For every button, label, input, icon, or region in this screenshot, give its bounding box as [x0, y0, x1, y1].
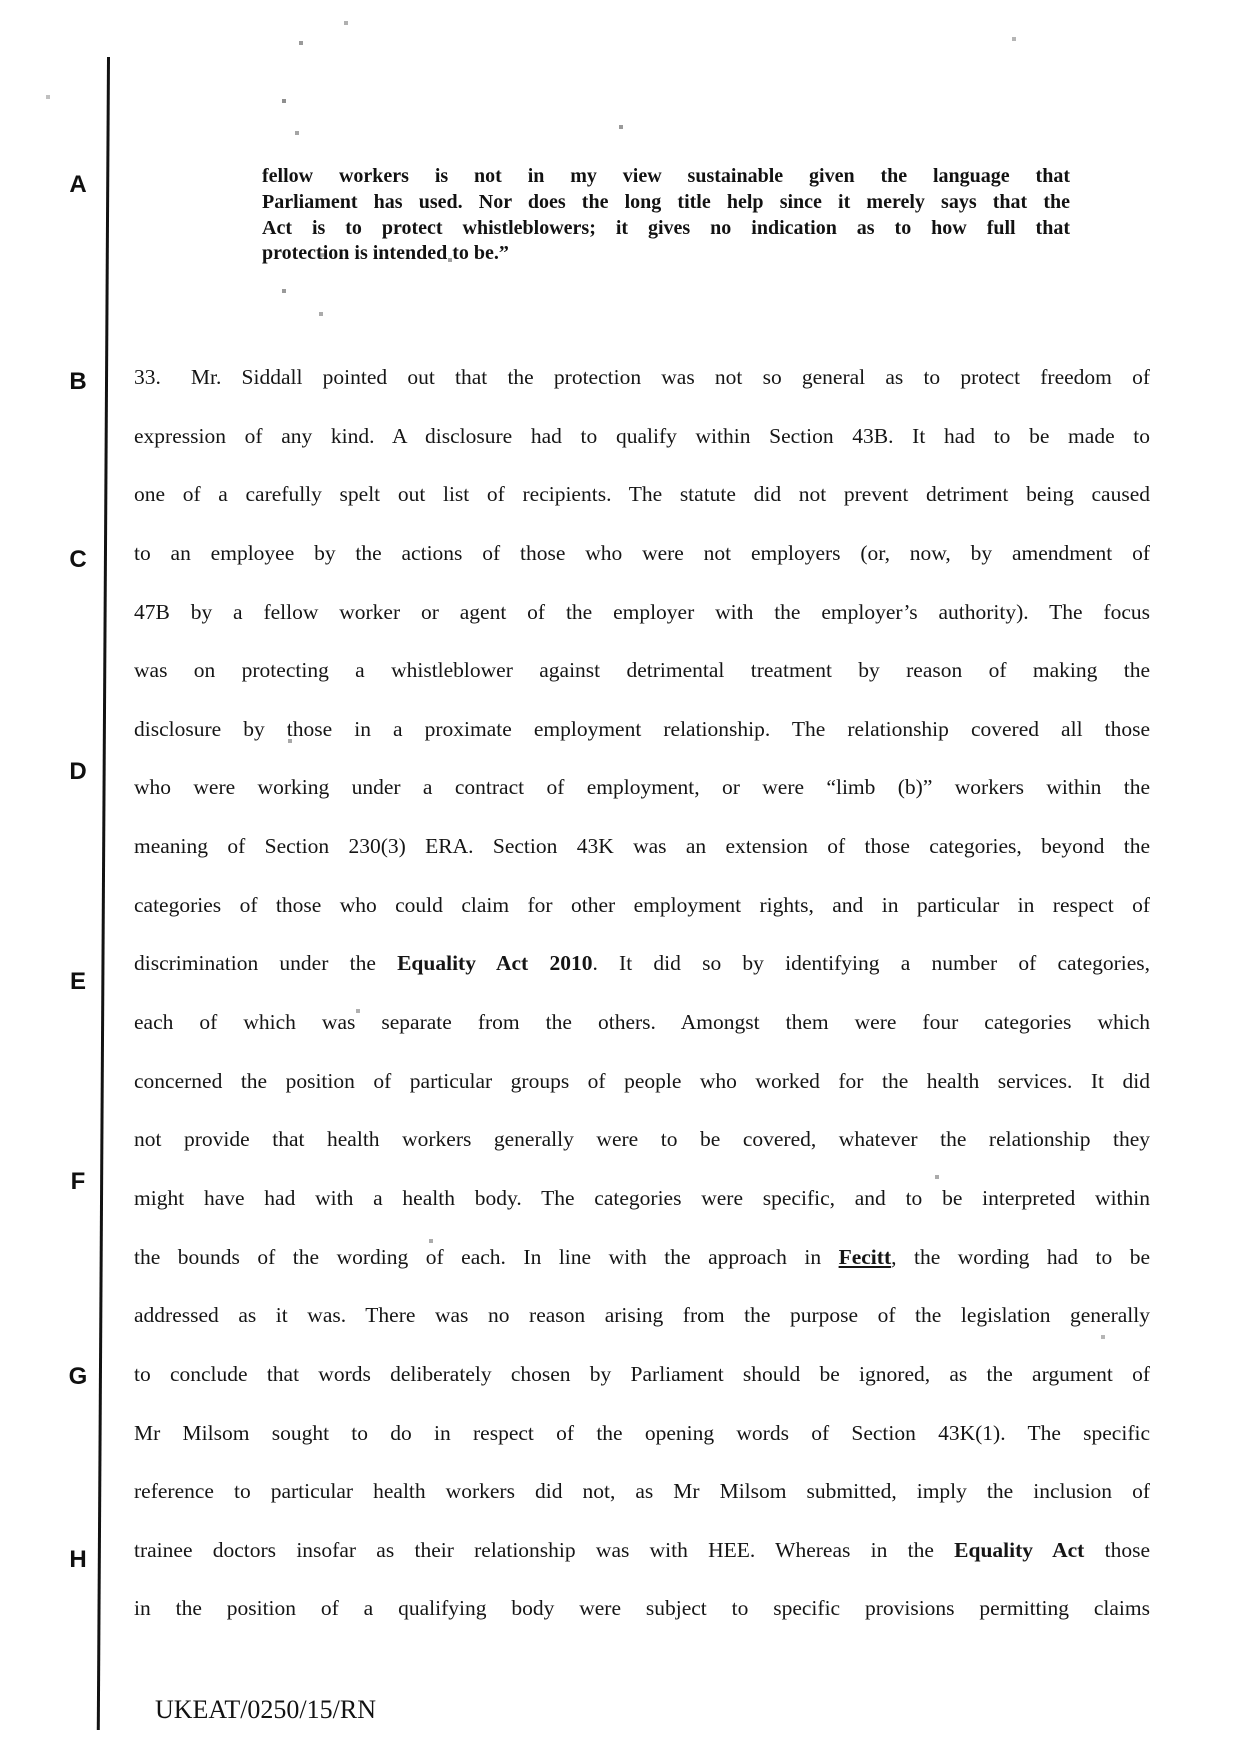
margin-letter-d: D	[69, 758, 87, 785]
text-segment: each of which was separate from the others. Amongst them were four categories which	[134, 1010, 1150, 1035]
text-segment: was on protecting a whistleblower against detrimental treatment by reason of making the	[134, 658, 1150, 683]
text-line	[134, 1462, 1150, 1521]
text-segment: meaning of Section 230(3) ERA. Section 43K was an extension of those categories, beyond the	[134, 834, 1150, 859]
text-line	[134, 1521, 1150, 1580]
number-tab-gap	[161, 383, 191, 384]
text-line	[134, 1052, 1150, 1111]
text-segment: expression of any kind. A disclosure had to qualify within Section 43B. It had to be made to	[134, 423, 1150, 448]
text-line	[262, 216, 1070, 242]
text-line	[262, 190, 1070, 216]
text-segment: those	[1084, 1537, 1150, 1562]
text-line	[134, 1286, 1150, 1345]
margin-vertical-rule	[97, 57, 110, 1730]
text-segment: Mr Milsom sought to do in respect of the opening words of Section 43K(1). The specific	[134, 1420, 1150, 1445]
text-segment: Parliament has used. Nor does the long title help since it merely says that the	[262, 190, 1070, 213]
text-segment: protection is intended to be.”	[262, 242, 509, 265]
quotation-block	[262, 164, 1070, 267]
text-segment: , the wording had to be	[891, 1244, 1150, 1269]
text-segment: reference to particular health workers did not, as Mr Milsom submitted, imply the inclusion of	[134, 1479, 1150, 1504]
text-line	[134, 934, 1150, 993]
text-segment: . It did so by identifying a number of categories,	[592, 951, 1150, 976]
text-segment: 47B by a fellow worker or agent of the employer with the employer’s authority). The focus	[134, 599, 1150, 624]
text-line	[134, 1404, 1150, 1463]
margin-letter-g: G	[68, 1363, 88, 1390]
text-line	[134, 465, 1150, 524]
emphasised-text: Equality Act	[954, 1537, 1085, 1562]
text-line	[134, 407, 1150, 466]
margin-letter-a: A	[69, 171, 87, 198]
text-segment: in the position of a qualifying body were subject to specific provisions permitting claims	[134, 1596, 1150, 1621]
text-segment: the bounds of the wording of each. In line with the approach in	[134, 1244, 839, 1269]
margin-letter-f: F	[70, 1168, 86, 1195]
text-segment: disclosure by those in a proximate employment relationship. The relationship covered all those	[134, 716, 1150, 741]
text-segment: to conclude that words deliberately chosen by Parliament should be ignored, as the argument of	[134, 1361, 1150, 1386]
text-line	[134, 993, 1150, 1052]
text-segment: categories of those who could claim for other employment rights, and in particular in respect of	[134, 892, 1150, 917]
text-line	[134, 1228, 1150, 1287]
margin-letter-e: E	[69, 968, 86, 995]
text-segment: Mr. Siddall pointed out that the protection was not so general as to protect freedom of	[190, 365, 1150, 389]
text-line	[134, 641, 1150, 700]
text-line	[262, 241, 1070, 267]
text-segment: Act is to protect whistleblowers; it gives no indication as to how full that	[262, 216, 1070, 239]
text-segment: one of a carefully spelt out list of recipients. The statute did not prevent detriment being caused	[134, 482, 1150, 507]
text-line	[134, 876, 1150, 935]
text-segment: concerned the position of particular groups of people who worked for the health services. It did	[134, 1068, 1150, 1093]
margin-letter-b: B	[69, 368, 87, 395]
text-line	[134, 348, 1150, 407]
text-line	[262, 164, 1070, 190]
text-segment: might have had with a health body. The categories were specific, and to be interpreted within	[134, 1185, 1150, 1210]
paragraph-33	[134, 348, 1150, 1638]
margin-letter-c: C	[69, 546, 87, 573]
text-segment: fellow workers is not in my view sustainable given the language that	[262, 165, 1070, 187]
text-line	[134, 758, 1150, 817]
text-line	[134, 700, 1150, 759]
text-segment: trainee doctors insofar as their relationship was with HEE. Whereas in the	[134, 1537, 955, 1562]
text-segment: 33.	[134, 365, 161, 389]
text-line	[134, 1110, 1150, 1169]
margin-letter-h: H	[69, 1546, 87, 1573]
text-segment: addressed as it was. There was no reason arising from the purpose of the legislation generally	[134, 1303, 1150, 1328]
text-segment: to an employee by the actions of those who were not employers (or, now, by amendment of	[134, 540, 1150, 565]
case-number-footer: UKEAT/0250/15/RN	[155, 1695, 376, 1724]
text-line	[134, 583, 1150, 642]
emphasised-text: Fecitt	[838, 1244, 892, 1269]
text-line	[134, 524, 1150, 583]
text-segment: who were working under a contract of employment, or were “limb (b)” workers within the	[134, 775, 1150, 800]
text-line	[134, 1169, 1150, 1228]
text-line	[134, 1345, 1150, 1404]
text-line	[134, 1579, 1150, 1638]
text-segment: not provide that health workers generally were to be covered, whatever the relationship they	[134, 1127, 1150, 1152]
scan-noise-dots	[0, 0, 2, 2]
emphasised-text: Equality Act 2010	[397, 951, 593, 976]
text-segment: discrimination under the	[134, 951, 398, 976]
text-line	[134, 817, 1150, 876]
